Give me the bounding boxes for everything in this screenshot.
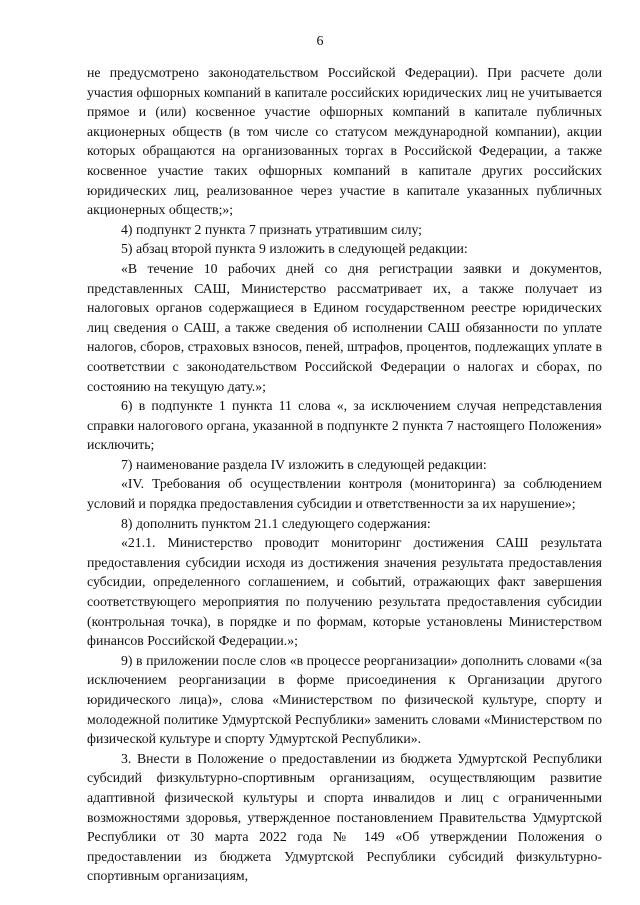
paragraph-continuation: не предусмотрено законодательством Российской Федерации). При расчете доли участия офшорных компаний в капитале российских юридических лиц не учитывается прямое и (или) косвенное участие офшорных компаний в капитале публичных акционерных обществ (в том числе со статусом международной компании), акции которых обращаются на организованных торгах в Российской Федерации, а также косвенное участие таких офшорных компаний в капитале других российских юридических лиц, реализованное через участие в капитале указанных публичных акционерных обществ;»; [87, 65, 602, 218]
paragraph-item-5-quote: «В течение 10 рабочих дней со дня регистрации заявки и документов, представленных САШ, Министерство рассматривает их, а также получает из налоговых органов содержащиеся в Едином государственном реестре юридических лиц сведения о САШ, а также сведения об исполнении САШ обязанности по уплате налогов, сборов, страховых взносов, пеней, штрафов, процентов, подлежащих уплате в соответствии с законодательством Российской Федерации о налогах и сборах, по состоянию на текущую дату.»; [87, 260, 602, 394]
paragraph-item-4: 4) подпункт 2 пункта 7 признать утратившим силу; [121, 221, 423, 237]
document-body [87, 63, 602, 886]
paragraph-item-7: 7) наименование раздела IV изложить в следующей редакции: [121, 456, 487, 472]
paragraph-item-9: 9) в приложении после слов «в процессе реорганизации» дополнить словами «(за исключением реорганизации в форме присоединения к Организации другого юридического лица)», слова «Министерством по физической культуре, спорту и молодежной политике Удмуртской Республики» заменить словами «Министерством по физической культуре и спорту Удмуртской Республики». [87, 652, 602, 747]
paragraph-item-5: 5) абзац второй пункта 9 изложить в следующей редакции: [121, 241, 468, 257]
paragraph-item-6: 6) в подпункте 1 пункта 11 слова «, за исключением случая непредставления справки налогового органа, указанной в подпункте 2 пункта 7 настоящего Положения» исключить; [87, 398, 602, 453]
paragraph-item-8-quote: «21.1. Министерство проводит мониторинг достижения САШ результата предоставления субсидии исходя из достижения значения результата предоставления субсидии, определенного соглашением, и событий, отражающих факт завершения соответствующего мероприятия по получению результата предоставления субсидии (контрольная точка), в порядке и по формам, которые установлены Министерством финансов Российской Федерации.»; [87, 535, 602, 649]
paragraph-item-7-quote: «IV. Требования об осуществлении контроля (мониторинга) за соблюдением условий и порядка предоставления субсидии и ответственности за их нарушение»; [87, 476, 602, 512]
page-number: 6 [316, 34, 324, 49]
paragraph-section-3: 3. Внести в Положение о предоставлении из бюджета Удмуртской Республики субсидий физкультурно-спортивным организациям, осуществляющим развитие адаптивной физической культуры и спорта инвалидов и лиц с ограниченными возможностями здоровья, утвержденное постановлением Правительства Удмуртской Республики от 30 марта 2022 года № 149 «Об утверждении Положения о предоставлении из бюджета Удмуртской Республики субсидий физкультурно-спортивным организациям, [87, 750, 602, 884]
paragraph-item-8: 8) дополнить пунктом 21.1 следующего содержания: [121, 515, 431, 531]
